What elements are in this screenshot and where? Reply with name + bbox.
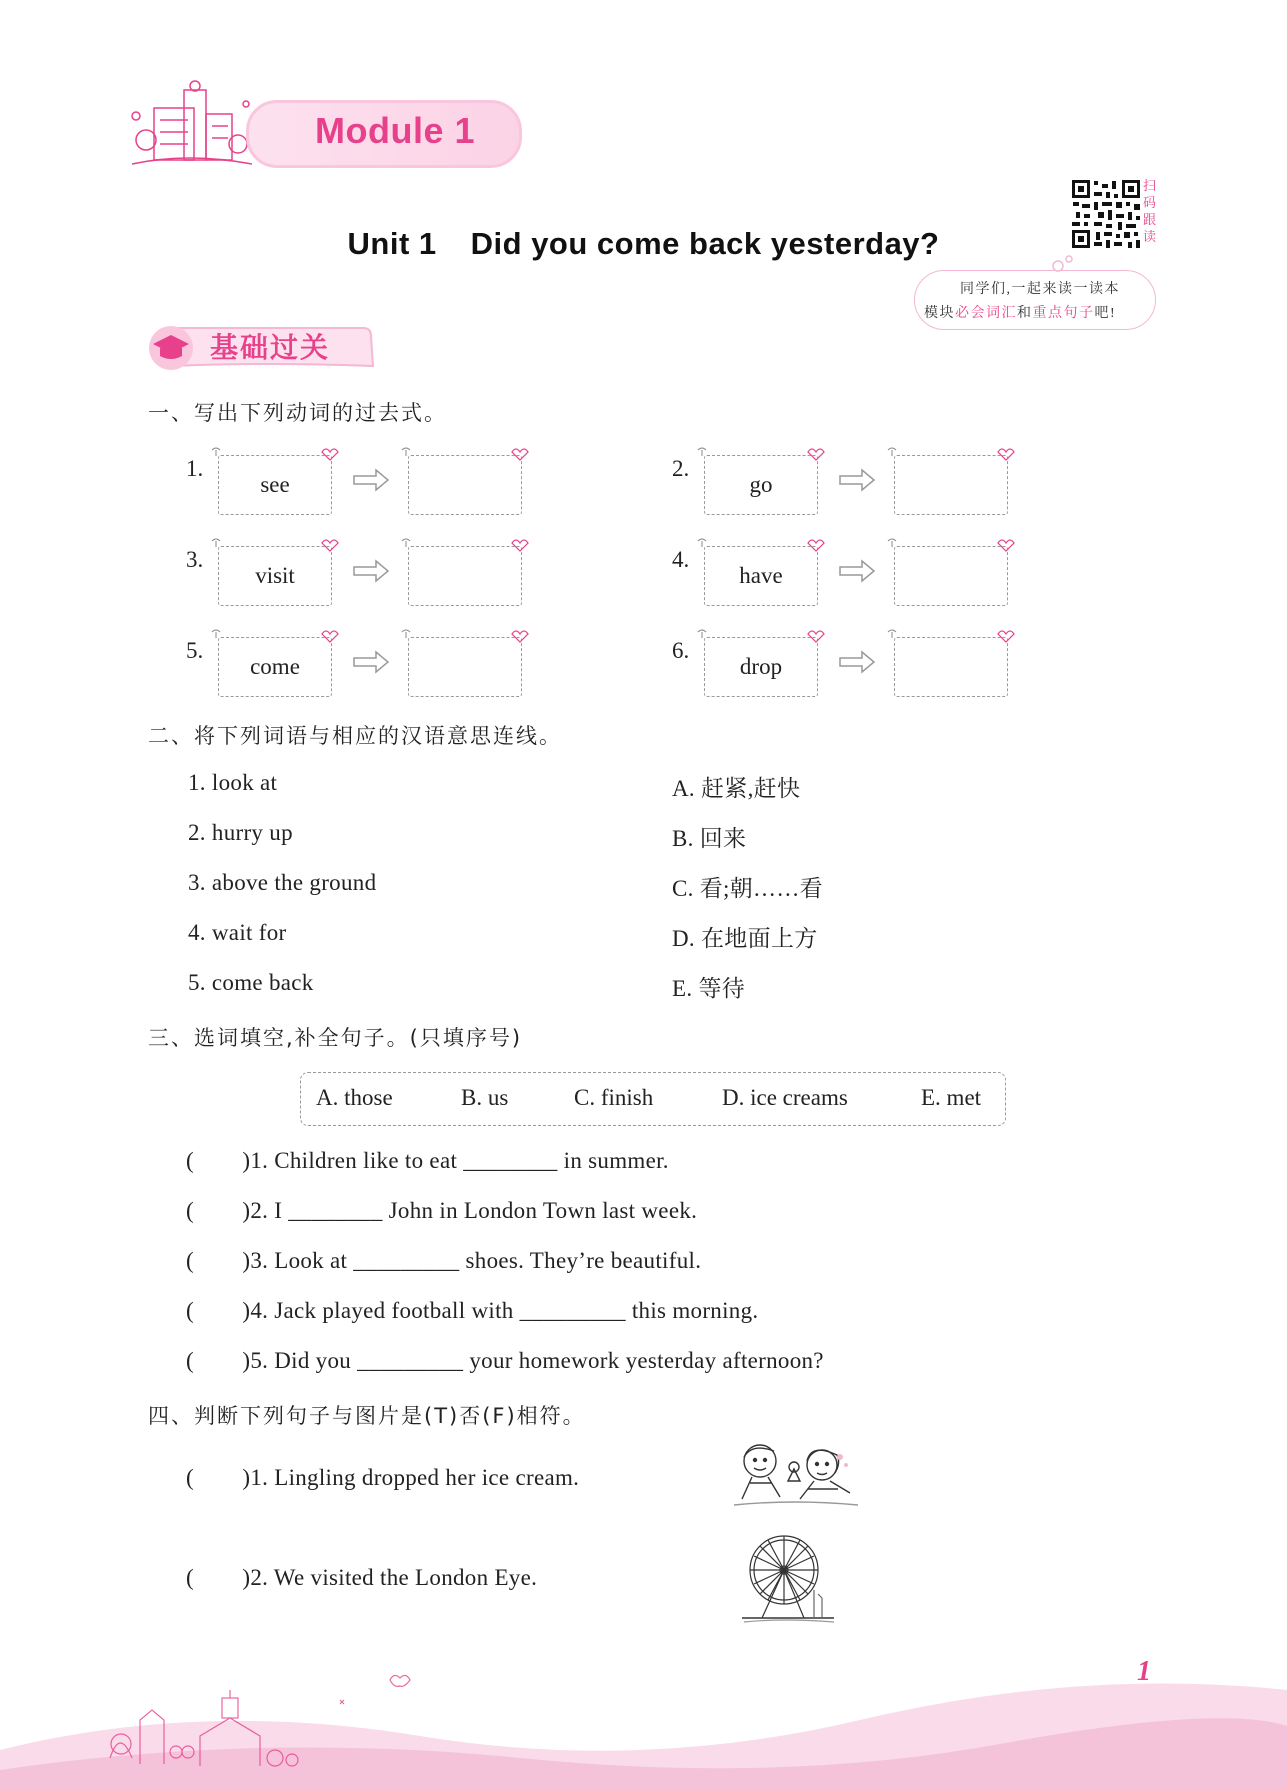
true-false-sentence[interactable]: ( )2. We visited the London Eye. [186,1565,538,1590]
fill-blank-sentence[interactable]: ( )4. Jack played football with _________ this morning. [186,1298,759,1323]
q4-title: 四、判断下列句子与图片是(T)否(F)相符。 [148,1404,586,1428]
q1-item-number: 3. [186,547,204,572]
q1-title: 一、写出下列动词的过去式。 [148,401,447,425]
q1-item-number: 1. [186,456,204,481]
footer-wave [0,1640,1287,1789]
bubble-text: 模块 [924,306,955,321]
match-left-item: 5. come back [188,970,314,995]
match-right-item: E. 等待 [672,976,746,1001]
bubble-text-line1: 同学们,一起来读一读本 [960,282,1120,297]
match-right-item: D. 在地面上方 [672,926,818,951]
word-box-word: visit [255,563,295,588]
match-right-item: A. 赶紧,赶快 [672,776,801,801]
box-corner-decorations [0,0,1287,720]
unit-label: Unit 1 [347,226,437,261]
fill-blank-sentence[interactable]: ( )5. Did you _________ your homework yesterday afternoon? [186,1348,824,1373]
fill-blank-sentence[interactable]: ( )3. Look at _________ shoes. They’re beautiful. [186,1248,702,1273]
q1-item-number: 5. [186,638,204,663]
qr-caption-char: 跟 [1143,213,1157,228]
module-title: Module 1 [315,110,476,151]
q3-title: 三、选词填空,补全句子。(只填序号) [148,1026,523,1050]
page-number: 1 [1137,1656,1151,1687]
bubble-text: 和 [1017,306,1033,321]
section-title: 基础过关 [210,331,331,364]
word-bank-option: A. those [316,1085,393,1110]
qr-caption-char: 扫 [1143,179,1157,194]
unit-name: Did you come back yesterday? [470,226,940,261]
q1-item-number: 2. [672,456,690,481]
word-box-word: have [739,563,783,588]
children-ice-cream-picture [722,1435,866,1513]
match-left-item: 3. above the ground [188,870,377,895]
match-left-item: 4. wait for [188,920,287,945]
word-box-word: drop [739,654,783,679]
bubble-text: 吧! [1094,306,1117,321]
match-right-item: B. 回来 [672,826,747,851]
q2-title: 二、将下列词语与相应的汉语意思连线。 [148,724,562,748]
q1-item-number: 6. [672,638,690,663]
word-box-word: see [260,472,290,497]
fill-blank-sentence[interactable]: ( )2. I ________ John in London Town last week. [186,1198,698,1223]
word-box-word: come [250,654,300,679]
q1-item-number: 4. [672,547,690,572]
match-left-item: 1. look at [188,770,278,795]
qr-caption-char: 码 [1143,196,1157,211]
word-bank-option: B. us [461,1085,509,1110]
bubble-highlight: 重点句子 [1032,306,1095,321]
london-eye-picture [738,1528,838,1628]
bubble-highlight: 必会词汇 [955,306,1017,321]
qr-caption-char: 读 [1143,230,1157,245]
word-box-word: go [749,472,773,497]
word-bank-option: D. ice creams [722,1085,848,1110]
match-left-item: 2. hurry up [188,820,293,845]
match-right-item: C. 看;朝……看 [672,876,823,901]
word-bank-option: E. met [921,1085,982,1110]
true-false-sentence[interactable]: ( )1. Lingling dropped her ice cream. [186,1465,580,1490]
word-bank-option: C. finish [574,1085,654,1110]
fill-blank-sentence[interactable]: ( )1. Children like to eat ________ in summer. [186,1148,669,1173]
